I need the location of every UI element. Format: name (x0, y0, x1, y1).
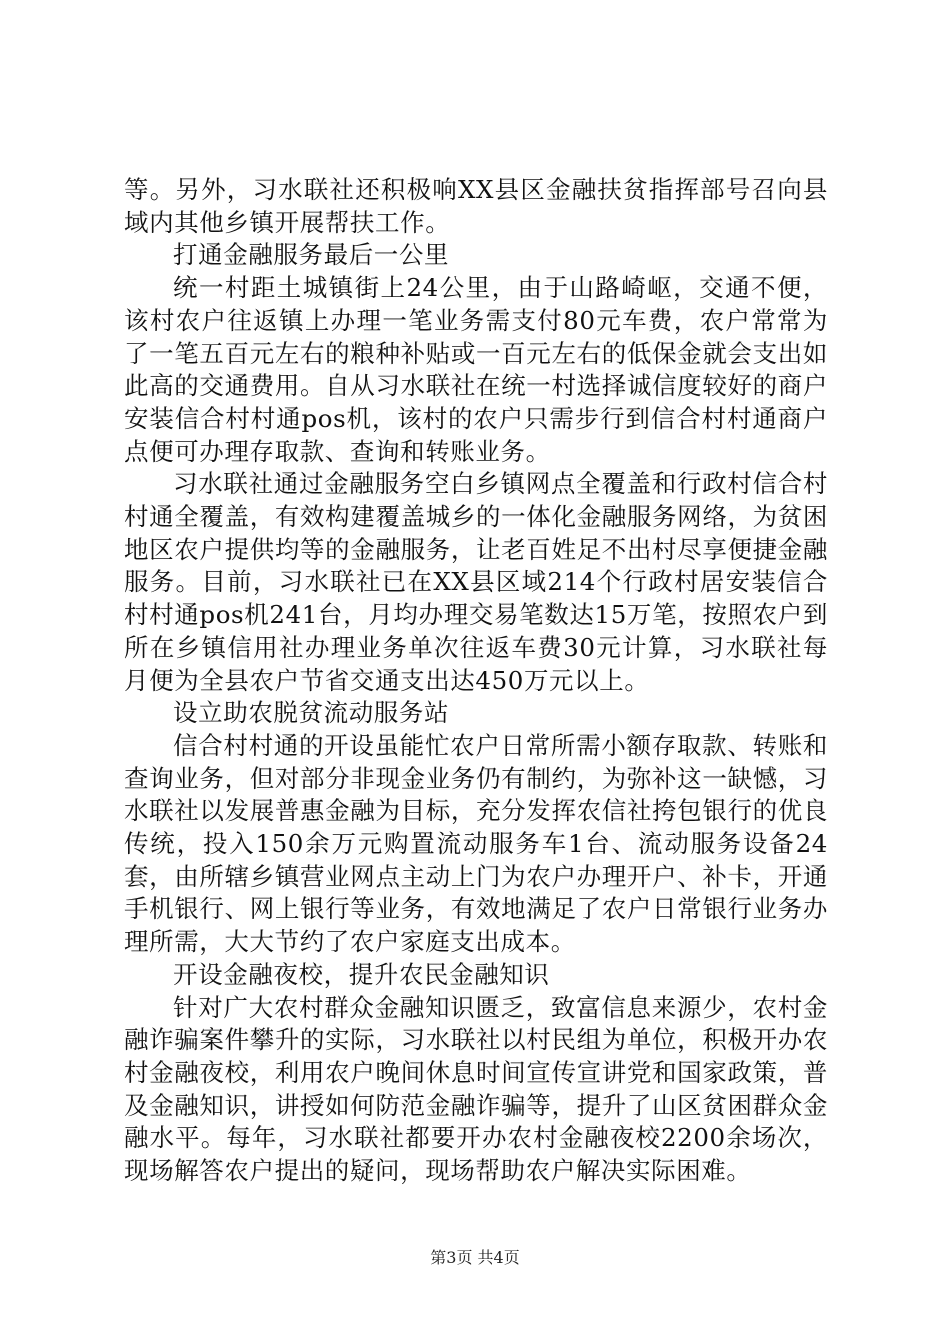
paragraph-continuation: 等。另外，习水联社还积极响XX县区金融扶贫指挥部号召向县域内其他乡镇开展帮扶工作。 (124, 175, 828, 237)
body-paragraph: 信合村村通的开设虽能忙农户日常所需小额存取款、转账和查询业务，但对部分非现金业务仍有制约，为弥补这一缺憾，习水联社以发展普惠金融为目标，充分发挥农信社挎包银行的优良传统，投入150余万元购置流动服务车1台、流动服务设备24套，由所辖乡镇营业网点主动上门为农户办理开户、补卡，开通手机银行、网上银行等业务，有效地满足了农户日常银行业务办理所需，大大节约了农户家庭支出成本。 (124, 730, 828, 957)
section-heading: 设立助农脱贫流动服务站 (173, 698, 450, 728)
document-body (124, 174, 828, 1188)
page-footer (0, 1248, 950, 1268)
section-heading: 开设金融夜校，提升农民金融知识 (173, 959, 550, 989)
body-paragraph: 统一村距土城镇街上24公里，由于山路崎岖，交通不便，该村农户往返镇上办理一笔业务需支付80元车费，农户常常为了一笔五百元左右的粮种补贴或一百元左右的低保金就会支出如此高的交通费用。自从习水联社在统一村选择诚信度较好的商户安装信合村村通pos机，该村的农户只需步行到信合村村通商户点便可办理存取款、查询和转账业务。 (124, 273, 828, 466)
page-total: 共4页 (477, 1248, 520, 1267)
body-paragraph: 针对广大农村群众金融知识匮乏，致富信息来源少，农村金融诈骗案件攀升的实际，习水联社以村民组为单位，积极开办农村金融夜校，利用农户晚间休息时间宣传宣讲党和国家政策，普及金融知识，讲授如何防范金融诈骗等，提升了山区贫困群众金融水平。每年，习水联社都要开办农村金融夜校2200余场次，现场解答农户提出的疑问，现场帮助农户解决实际困难。 (124, 992, 828, 1186)
body-paragraph: 习水联社通过金融服务空白乡镇网点全覆盖和行政村信合村村通全覆盖，有效构建覆盖城乡的一体化金融服务网络，为贫困地区农户提供均等的金融服务，让老百姓足不出村尽享便捷金融服务。目前，习水联社已在XX县区域214个行政村居安装信合村村通pos机241台，月均办理交易笔数达15万笔，按照农户到所在乡镇信用社办理业务单次往返车费30元计算，习水联社每月便为全县农户节省交通支出达450万元以上。 (124, 469, 828, 695)
page-number: 第3页 (430, 1248, 473, 1267)
section-heading: 打通金融服务最后一公里 (173, 240, 450, 270)
